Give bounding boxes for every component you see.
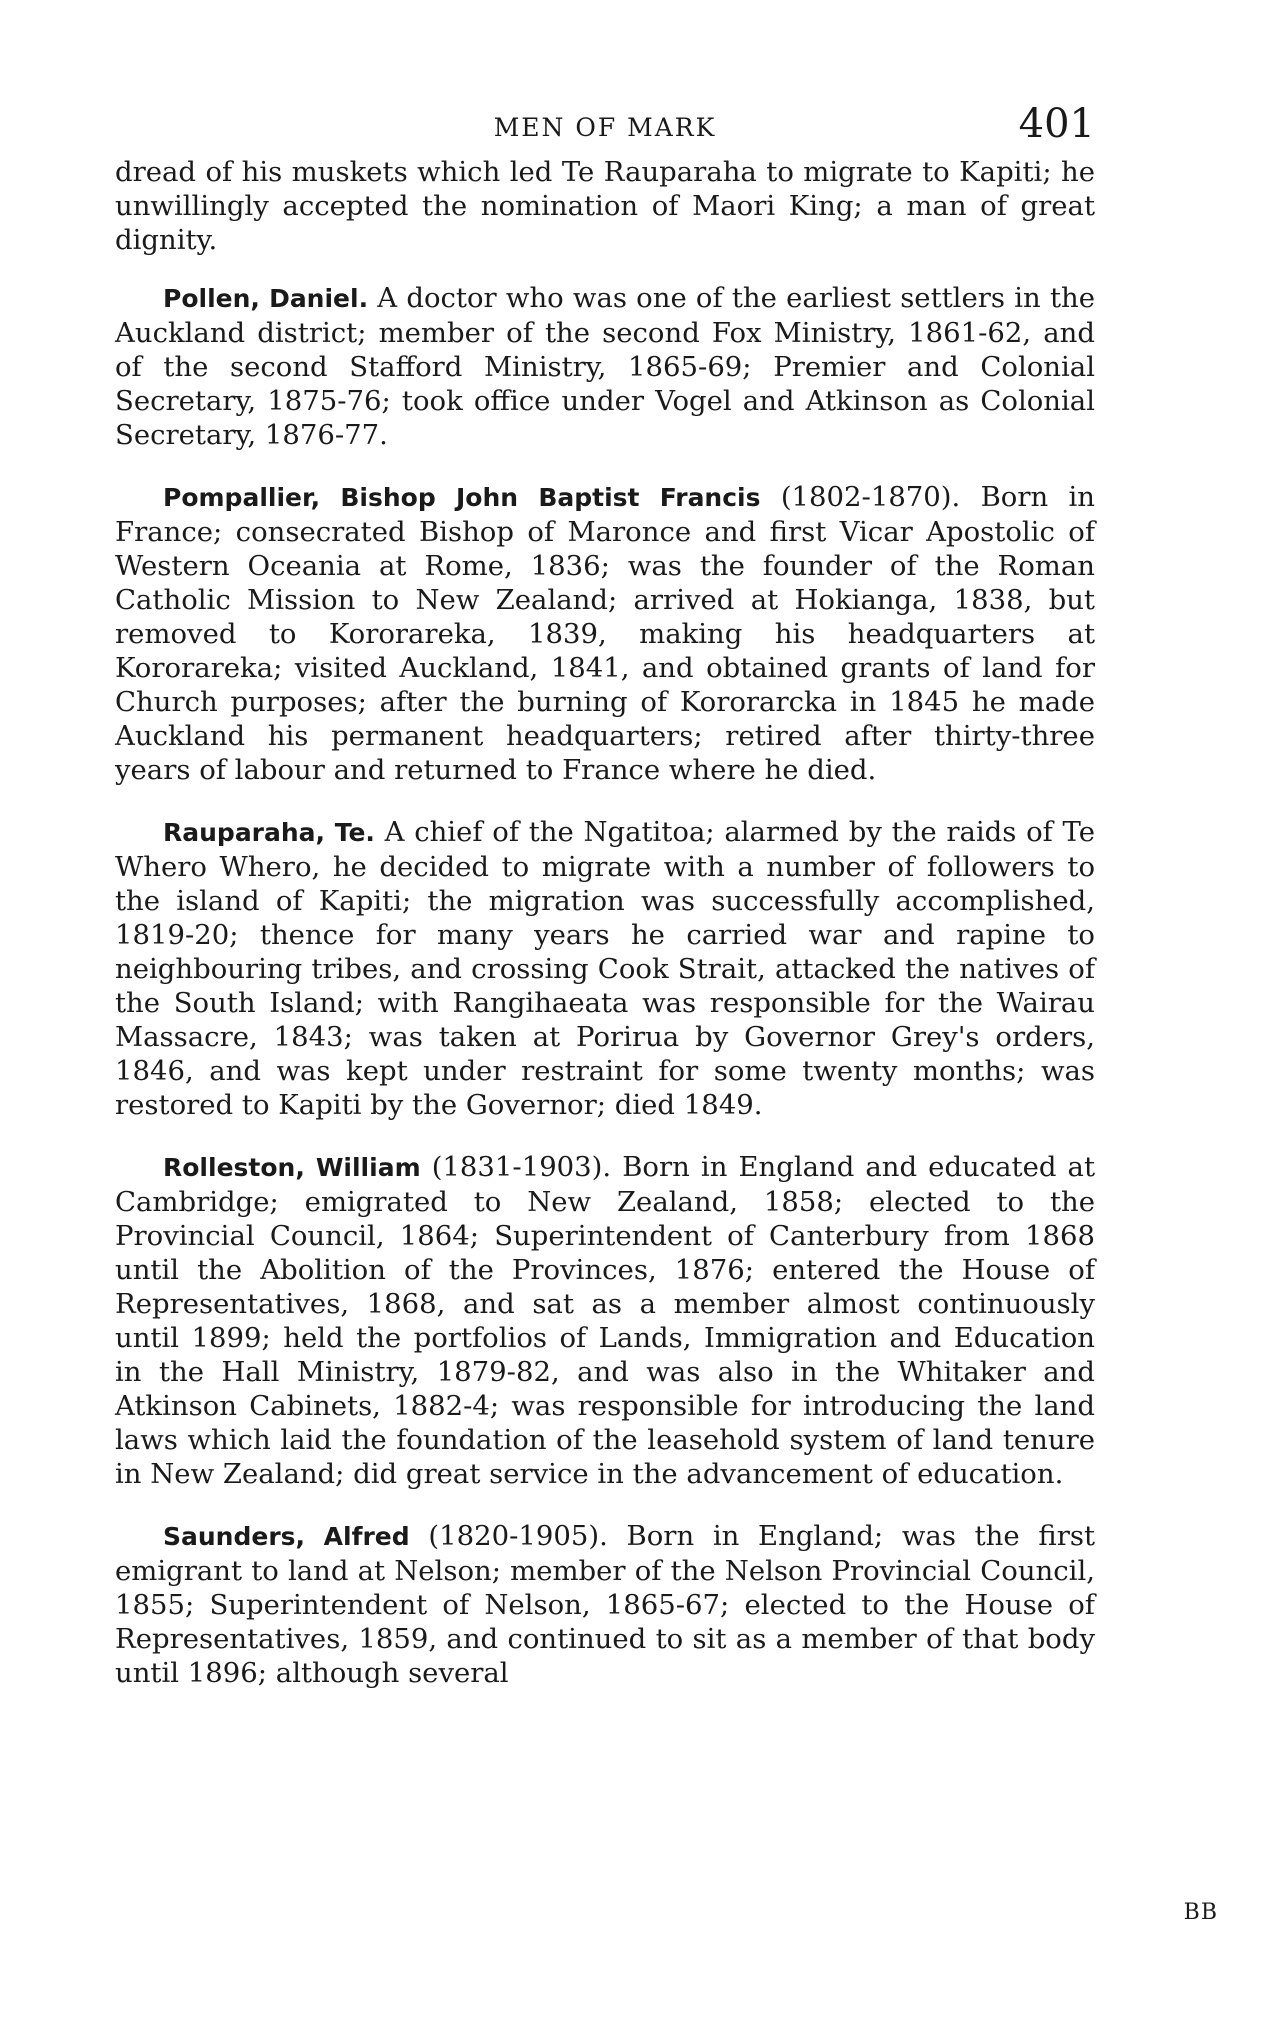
- entry-name: Pollen, Daniel.: [163, 284, 369, 313]
- entry-text: Born in England and educated at Cambridge; emigrated to New Zealand, 1858; elected to the Provincial Council, 1864; Superintendent of Canterbury from 1868 until the Abolition of the Provinces, 1876; entered the House of Representatives, 1868, and sat as a member almost continuously until 1899; held the portfolios of Lands, Immigration and Education in the Hall Ministry, 1879-82, and was also in the Whitaker and Atkinson Cabinets, 1882-4; was responsible for introducing the land laws which laid the foundation of the leasehold system of land tenure in New Zealand; did great service in the advancement of education.: [115, 1151, 1095, 1490]
- entry-name: Rolleston, William: [163, 1153, 421, 1182]
- entry-rauparaha: [115, 815, 1095, 1122]
- entry-pollen: [115, 281, 1095, 452]
- entry-name: Saunders, Alfred: [163, 1522, 410, 1551]
- running-title: MEN OF MARK: [493, 113, 717, 142]
- entry-dates: (1802-1870).: [780, 481, 961, 513]
- entry-pompallier: [115, 480, 1095, 787]
- page: [115, 95, 1095, 1718]
- entry-text: Born in France; consecrated Bishop of Maronce and first Vicar Apostolic of Western Oceania at Rome, 1836; was the founder of the Roman Catholic Mission to New Zealand; arrived at Hokianga, 1838, but removed to Kororareka, 1839, making his headquarters at Kororareka; visited Auckland, 1841, and obtained grants of land for Church purposes; after the burning of Kororarcka in 1845 he made Auckland his permanent headquarters; retired after thirty-three years of labour and returned to France where he died.: [115, 481, 1095, 786]
- entry-name: Rauparaha, Te.: [163, 818, 375, 847]
- page-number: 401: [1018, 101, 1095, 147]
- entry-dates: (1820-1905).: [428, 1520, 608, 1552]
- entry-rolleston: [115, 1150, 1095, 1491]
- entry-dates: (1831-1903).: [431, 1151, 612, 1183]
- page-header: [115, 95, 1095, 155]
- entry-name: Pompallier, Bishop John Baptist Francis: [163, 483, 761, 512]
- entry-text: Born in England; was the first emigrant to land at Nelson; member of the Nelson Provincial Council, 1855; Superintendent of Nelson, 1865-67; elected to the House of Representatives, 1859, and continued to sit as a member of that body until 1896; although several: [115, 1520, 1095, 1689]
- entry-text: A chief of the Ngatitoa; alarmed by the raids of Te Whero Whero, he decided to migrate with a number of followers to the island of Kapiti; the migration was successfully accomplished, 1819-20; thence for many years he carried war and rapine to neighbouring tribes, and crossing Cook Strait, attacked the natives of the South Island; with Rangihaeata was responsible for the Wairau Massacre, 1843; was taken at Porirua by Governor Grey's orders, 1846, and was kept under restraint for some twenty months; was restored to Kapiti by the Governor; died 1849.: [115, 816, 1095, 1121]
- continuation-paragraph: dread of his muskets which led Te Rauparaha to migrate to Kapiti; he unwillingly accepted the nomination of Maori King; a man of great dignity.: [115, 156, 1095, 256]
- signature-mark: BB: [1183, 1900, 1218, 1925]
- entry-text: A doctor who was one of the earliest settlers in the Auckland district; member of the second Fox Ministry, 1861-62, and of the second Stafford Ministry, 1865-69; Premier and Colonial Secretary, 1875-76; took office under Vogel and Atkinson as Colonial Secretary, 1876-77.: [115, 282, 1095, 451]
- entry-saunders: [115, 1519, 1095, 1690]
